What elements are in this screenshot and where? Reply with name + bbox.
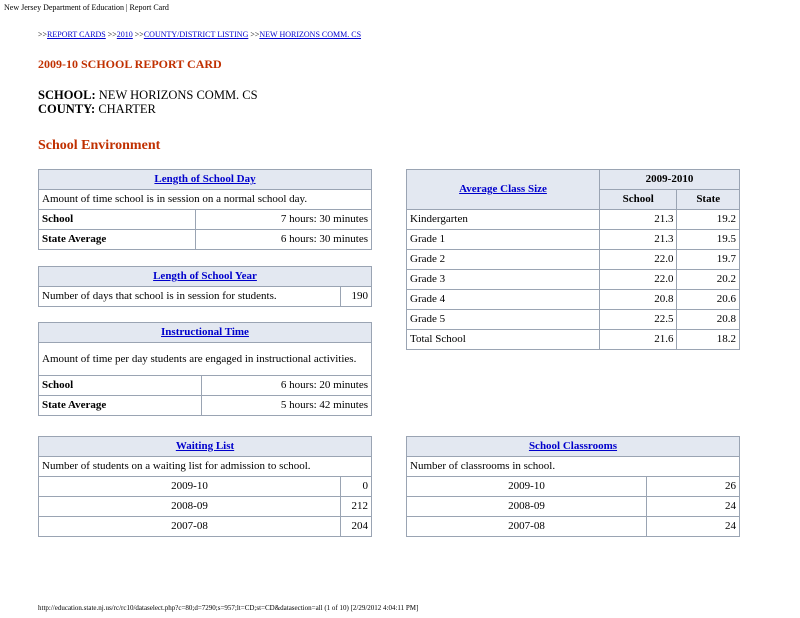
row-label: State Average [39, 230, 196, 250]
table-row [407, 330, 740, 350]
breadcrumb-sep: >> [248, 30, 260, 39]
breadcrumb [38, 30, 361, 39]
row-value: 6 hours: 30 minutes [196, 230, 372, 250]
breadcrumb-school[interactable]: NEW HORIZONS COMM. CS [259, 30, 362, 39]
classrooms-table [406, 436, 740, 537]
instructional-time-description: Amount of time per day students are engaged in instructional activities. [39, 343, 372, 376]
breadcrumb-sep: >> [105, 30, 117, 39]
table-row [407, 230, 740, 250]
school-label: SCHOOL: [38, 88, 96, 102]
table-row [39, 497, 372, 517]
school-value: 20.8 [600, 290, 677, 310]
waiting-list-table [38, 436, 372, 537]
table-row [407, 270, 740, 290]
year-label: 2008-09 [407, 497, 647, 517]
table-row [407, 310, 740, 330]
table-row [407, 517, 740, 537]
instructional-time-table [38, 322, 372, 416]
table-row [39, 396, 372, 416]
grade-label: Grade 4 [407, 290, 600, 310]
school-line [38, 88, 258, 103]
school-name: NEW HORIZONS COMM. CS [98, 88, 258, 102]
state-value: 19.2 [677, 210, 740, 230]
year-value: 24 [647, 497, 740, 517]
year-label: 2009-10 [407, 477, 647, 497]
row-label: School [39, 210, 196, 230]
length-of-day-table [38, 169, 372, 250]
classrooms-description: Number of classrooms in school. [407, 457, 740, 477]
breadcrumb-2010[interactable]: 2010 [116, 30, 133, 39]
length-of-year-description: Number of days that school is in session for students. [39, 287, 341, 307]
breadcrumb-county-district[interactable]: COUNTY/DISTRICT LISTING [143, 30, 249, 39]
state-value: 18.2 [677, 330, 740, 350]
breadcrumb-report-cards[interactable]: REPORT CARDS [47, 30, 106, 39]
class-size-link[interactable]: Average Class Size [459, 183, 547, 195]
state-value: 20.6 [677, 290, 740, 310]
state-value: 20.2 [677, 270, 740, 290]
grade-label: Grade 5 [407, 310, 600, 330]
class-size-year-header: 2009-2010 [600, 170, 740, 190]
table-row [407, 477, 740, 497]
row-value: 7 hours: 30 minutes [196, 210, 372, 230]
school-value: 21.6 [600, 330, 677, 350]
year-value: 24 [647, 517, 740, 537]
year-label: 2007-08 [39, 517, 341, 537]
year-value: 0 [341, 477, 372, 497]
grade-label: Total School [407, 330, 600, 350]
year-value: 212 [341, 497, 372, 517]
table-row [407, 210, 740, 230]
table-row [39, 230, 372, 250]
school-value: 22.0 [600, 250, 677, 270]
page-header: New Jersey Department of Education | Report Card [4, 3, 169, 12]
school-value: 21.3 [600, 210, 677, 230]
state-value: 19.7 [677, 250, 740, 270]
county-line [38, 102, 156, 117]
classrooms-link[interactable]: School Classrooms [528, 440, 618, 452]
table-row [39, 517, 372, 537]
school-value: 22.0 [600, 270, 677, 290]
grade-label: Kindergarten [407, 210, 600, 230]
county-name: CHARTER [98, 102, 156, 116]
table-row [407, 250, 740, 270]
row-value: 6 hours: 20 minutes [202, 376, 372, 396]
waiting-list-description: Number of students on a waiting list for admission to school. [39, 457, 372, 477]
row-label: State Average [39, 396, 202, 416]
page-footer-url: http://education.state.nj.us/rc/rc10/dataselect.php?c=80;d=7290;s=957;lt=CD;st=CD&datasection=all (1 of 10) [2/29/2012 4:04:11 PM] [38, 604, 419, 612]
length-of-year-link[interactable]: Length of School Year [153, 270, 257, 282]
table-row [39, 287, 372, 307]
year-label: 2007-08 [407, 517, 647, 537]
length-of-day-description: Amount of time school is in session on a normal school day. [39, 190, 372, 210]
table-row [39, 210, 372, 230]
breadcrumb-sep: >> [132, 30, 144, 39]
breadcrumb-sep: >> [38, 30, 48, 39]
waiting-list-link[interactable]: Waiting List [175, 440, 235, 452]
county-label: COUNTY: [38, 102, 96, 116]
table-row [407, 497, 740, 517]
col-state-header: State [677, 190, 740, 210]
school-value: 21.3 [600, 230, 677, 250]
year-value: 204 [341, 517, 372, 537]
year-label: 2009-10 [39, 477, 341, 497]
grade-label: Grade 1 [407, 230, 600, 250]
year-value: 26 [647, 477, 740, 497]
length-of-day-link[interactable]: Length of School Day [154, 173, 256, 185]
section-title: School Environment [38, 138, 161, 153]
table-row [39, 376, 372, 396]
class-size-table [406, 169, 740, 350]
length-of-year-table [38, 266, 372, 307]
instructional-time-link[interactable]: Instructional Time [161, 326, 249, 338]
length-of-year-value: 190 [341, 287, 372, 307]
year-label: 2008-09 [39, 497, 341, 517]
table-row [39, 477, 372, 497]
row-value: 5 hours: 42 minutes [202, 396, 372, 416]
state-value: 20.8 [677, 310, 740, 330]
report-title: 2009-10 SCHOOL REPORT CARD [38, 57, 222, 71]
col-school-header: School [600, 190, 677, 210]
row-label: School [39, 376, 202, 396]
school-value: 22.5 [600, 310, 677, 330]
table-row [407, 290, 740, 310]
grade-label: Grade 2 [407, 250, 600, 270]
grade-label: Grade 3 [407, 270, 600, 290]
state-value: 19.5 [677, 230, 740, 250]
